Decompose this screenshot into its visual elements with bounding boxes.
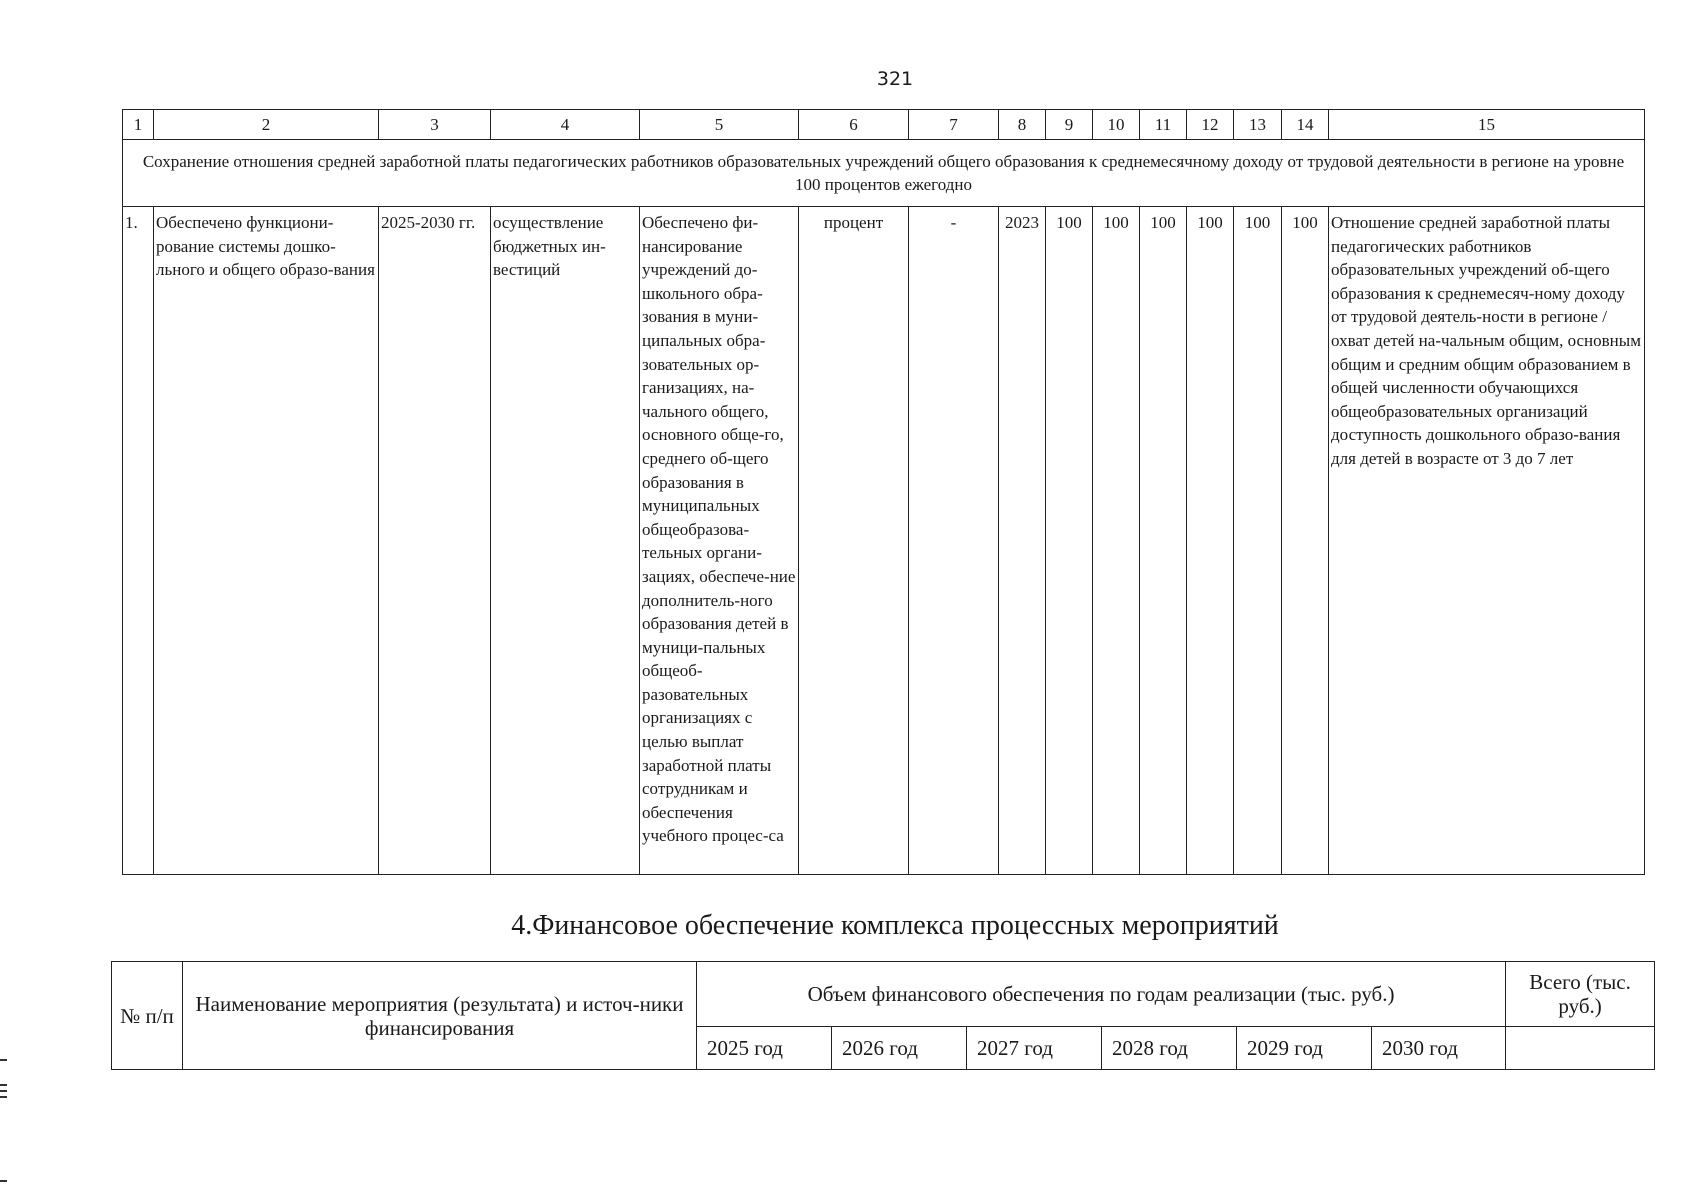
value-cell: 100 bbox=[1187, 207, 1234, 875]
column-header-total: Всего (тыс. руб.) bbox=[1506, 962, 1655, 1027]
column-header-year: 2030 год bbox=[1372, 1027, 1506, 1070]
column-number: 4 bbox=[491, 110, 640, 140]
results-table bbox=[122, 109, 1645, 875]
column-number: 8 bbox=[999, 110, 1046, 140]
column-number: 10 bbox=[1093, 110, 1140, 140]
column-header-year: 2025 год bbox=[697, 1027, 832, 1070]
value-cell: 100 bbox=[1282, 207, 1329, 875]
table-header-row bbox=[123, 110, 1645, 140]
row-number: 1. bbox=[123, 207, 154, 875]
column-number: 3 bbox=[379, 110, 491, 140]
margin-mark bbox=[0, 1096, 7, 1098]
result-type: осуществление бюджетных ин-вестиций bbox=[491, 207, 640, 875]
value-cell: 100 bbox=[1046, 207, 1093, 875]
column-number: 2 bbox=[154, 110, 379, 140]
section-title: Сохранение отношения средней заработной платы педагогических работников образовательных учреждений общего образования к среднемесячному доходу от трудовой деятельности в регионе на уровне 100 процентов ежегодно bbox=[123, 140, 1645, 207]
column-header-year: 2026 год bbox=[832, 1027, 967, 1070]
column-number: 12 bbox=[1187, 110, 1234, 140]
section-heading: 4.Финансовое обеспечение комплекса процессных мероприятий bbox=[511, 910, 1279, 941]
column-number: 11 bbox=[1140, 110, 1187, 140]
value-cell: 100 bbox=[1140, 207, 1187, 875]
column-header-year: 2027 год bbox=[967, 1027, 1102, 1070]
column-header-total-empty bbox=[1506, 1027, 1655, 1070]
column-number: 1 bbox=[123, 110, 154, 140]
column-number: 15 bbox=[1329, 110, 1645, 140]
margin-mark bbox=[0, 1090, 7, 1092]
page-number: 321 bbox=[876, 68, 914, 90]
margin-mark bbox=[0, 1180, 7, 1182]
result-name: Обеспечено функциони-рование системы дошко-льного и общего образо-вания bbox=[154, 207, 379, 875]
section-title-row bbox=[123, 140, 1645, 207]
column-header-year: 2029 год bbox=[1237, 1027, 1372, 1070]
margin-mark bbox=[0, 1084, 7, 1086]
implementation-period: 2025-2030 гг. bbox=[379, 207, 491, 875]
column-number: 6 bbox=[799, 110, 909, 140]
column-number: 7 bbox=[909, 110, 999, 140]
base-value: - bbox=[909, 207, 999, 875]
financing-table bbox=[111, 961, 1655, 1070]
result-description: Обеспечено фи-нансирование учреждений до-школьного обра-зования в муни-ципальных обра-зовательных ор-ганизациях, на-чального общего, основного обще-го, среднего об-щего образования в муниципальных общеобразова-тельных органи-зациях, обеспече-ние дополнитель-ного образования детей в муници-пальных общеоб-разовательных организациях с целью выплат заработной платы сотрудникам и обеспечения учебного процес-са bbox=[640, 207, 799, 875]
column-number: 5 bbox=[640, 110, 799, 140]
unit: процент bbox=[799, 207, 909, 875]
margin-mark bbox=[0, 1059, 7, 1061]
column-header-number: № п/п bbox=[112, 962, 183, 1070]
table-row bbox=[123, 207, 1645, 875]
column-number: 9 bbox=[1046, 110, 1093, 140]
base-year: 2023 bbox=[999, 207, 1046, 875]
column-header-year: 2028 год bbox=[1102, 1027, 1237, 1070]
table-header-row bbox=[112, 962, 1655, 1027]
column-number: 14 bbox=[1282, 110, 1329, 140]
value-cell: 100 bbox=[1234, 207, 1282, 875]
column-header-name: Наименование мероприятия (результата) и источ-ники финансирования bbox=[183, 962, 697, 1070]
column-header-volume: Объем финансового обеспечения по годам реализации (тыс. руб.) bbox=[697, 962, 1506, 1027]
column-number: 13 bbox=[1234, 110, 1282, 140]
indicator-link: Отношение средней заработной платы педагогических работников образовательных учреждений об-щего образования к среднемесяч-ному доходу от трудовой деятель-ности в регионе / охват детей на-чальным общим, основным общим и средним общим образованием в общей численности обучающихся общеобразовательных организаций доступность дошкольного образо-вания для детей в возрасте от 3 до 7 лет bbox=[1329, 207, 1645, 875]
value-cell: 100 bbox=[1093, 207, 1140, 875]
